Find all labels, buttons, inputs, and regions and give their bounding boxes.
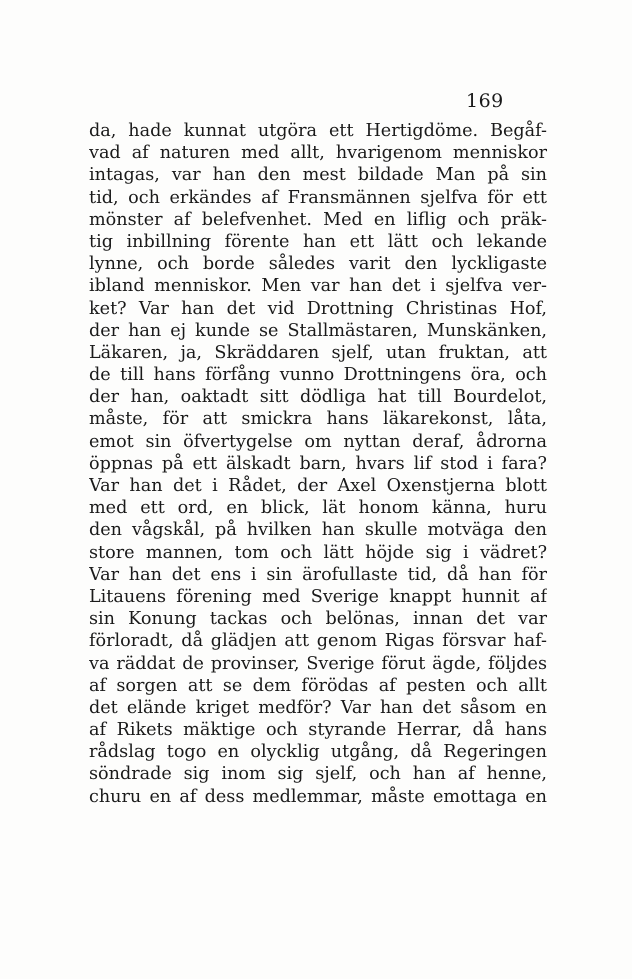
text-line: Var han det i Rådet, der Axel Oxenstjerna blott (89, 476, 547, 496)
text-line: churu en af dess medlemmar, måste emottaga en (89, 786, 547, 807)
page-number: 169 (466, 90, 504, 112)
text-line: va räddat de provinser, Sverige förut ägde, följdes (89, 653, 547, 674)
text-line: måste, för att smickra hans läkarekonst, låta, (89, 409, 547, 430)
text-line: rådslag togo en olycklig utgång, då Regeringen (89, 742, 547, 763)
text-line: store mannen, tom och lätt höjde sig i vädret? (89, 542, 547, 563)
text-line: med ett ord, en blick, lät honom känna, huru (89, 498, 547, 519)
text-line: mönster af belefvenhet. Med en liflig och präk- (89, 209, 547, 230)
text-line: ket? Var han det vid Drottning Christinas Hof, (89, 298, 547, 319)
text-line: der han ej kunde se Stallmästaren, Munskänken, (89, 320, 547, 341)
text-line: vad af naturen med allt, hvarigenom menniskor (89, 143, 547, 164)
text-line: der han, oaktadt sitt dödliga hat till Bourdelot, (89, 387, 547, 408)
text-line: af Rikets mäktige och styrande Herrar, då hans (89, 720, 547, 741)
text-line: öppnas på ett älskadt barn, hvars lif stod i fara? (89, 453, 547, 474)
text-line: intagas, var han den mest bildade Man på sin (89, 165, 547, 186)
text-line: det elände kriget medför? Var han det såsom en (89, 697, 547, 718)
text-line: Läkaren, ja, Skräddaren sjelf, utan fruktan, att (89, 342, 547, 363)
text-line: tid, och erkändes af Fransmännen sjelfva för ett (89, 187, 547, 208)
text-line: emot sin öfvertygelse om nyttan deraf, ådrorna (89, 431, 547, 452)
text-line: da, hade kunnat utgöra ett Hertigdöme. Begåf- (89, 121, 547, 141)
text-line: de till hans förfång vunno Drottningens öra, och (89, 365, 547, 386)
text-line: ibland menniskor. Men var han det i sjelfva ver- (89, 276, 547, 297)
text-line: Litauens förening med Sverige knappt hunnit af (89, 586, 547, 607)
text-line: lynne, och borde således varit den lyckligaste (89, 254, 547, 275)
body-text (89, 120, 547, 808)
text-line: Var han det ens i sin ärofullaste tid, då han för (89, 564, 547, 585)
text-line: af sorgen att se dem förödas af pesten och allt (89, 675, 547, 696)
text-line: förloradt, då glädjen att genom Rigas försvar haf- (89, 631, 547, 652)
text-line: tig inbillning förente han ett lätt och lekande (89, 231, 547, 252)
text-line: den vågskål, på hvilken han skulle motväga den (89, 520, 547, 541)
text-line: sin Konung tackas och belönas, innan det var (89, 609, 547, 630)
text-line: söndrade sig inom sig sjelf, och han af henne, (89, 764, 547, 785)
